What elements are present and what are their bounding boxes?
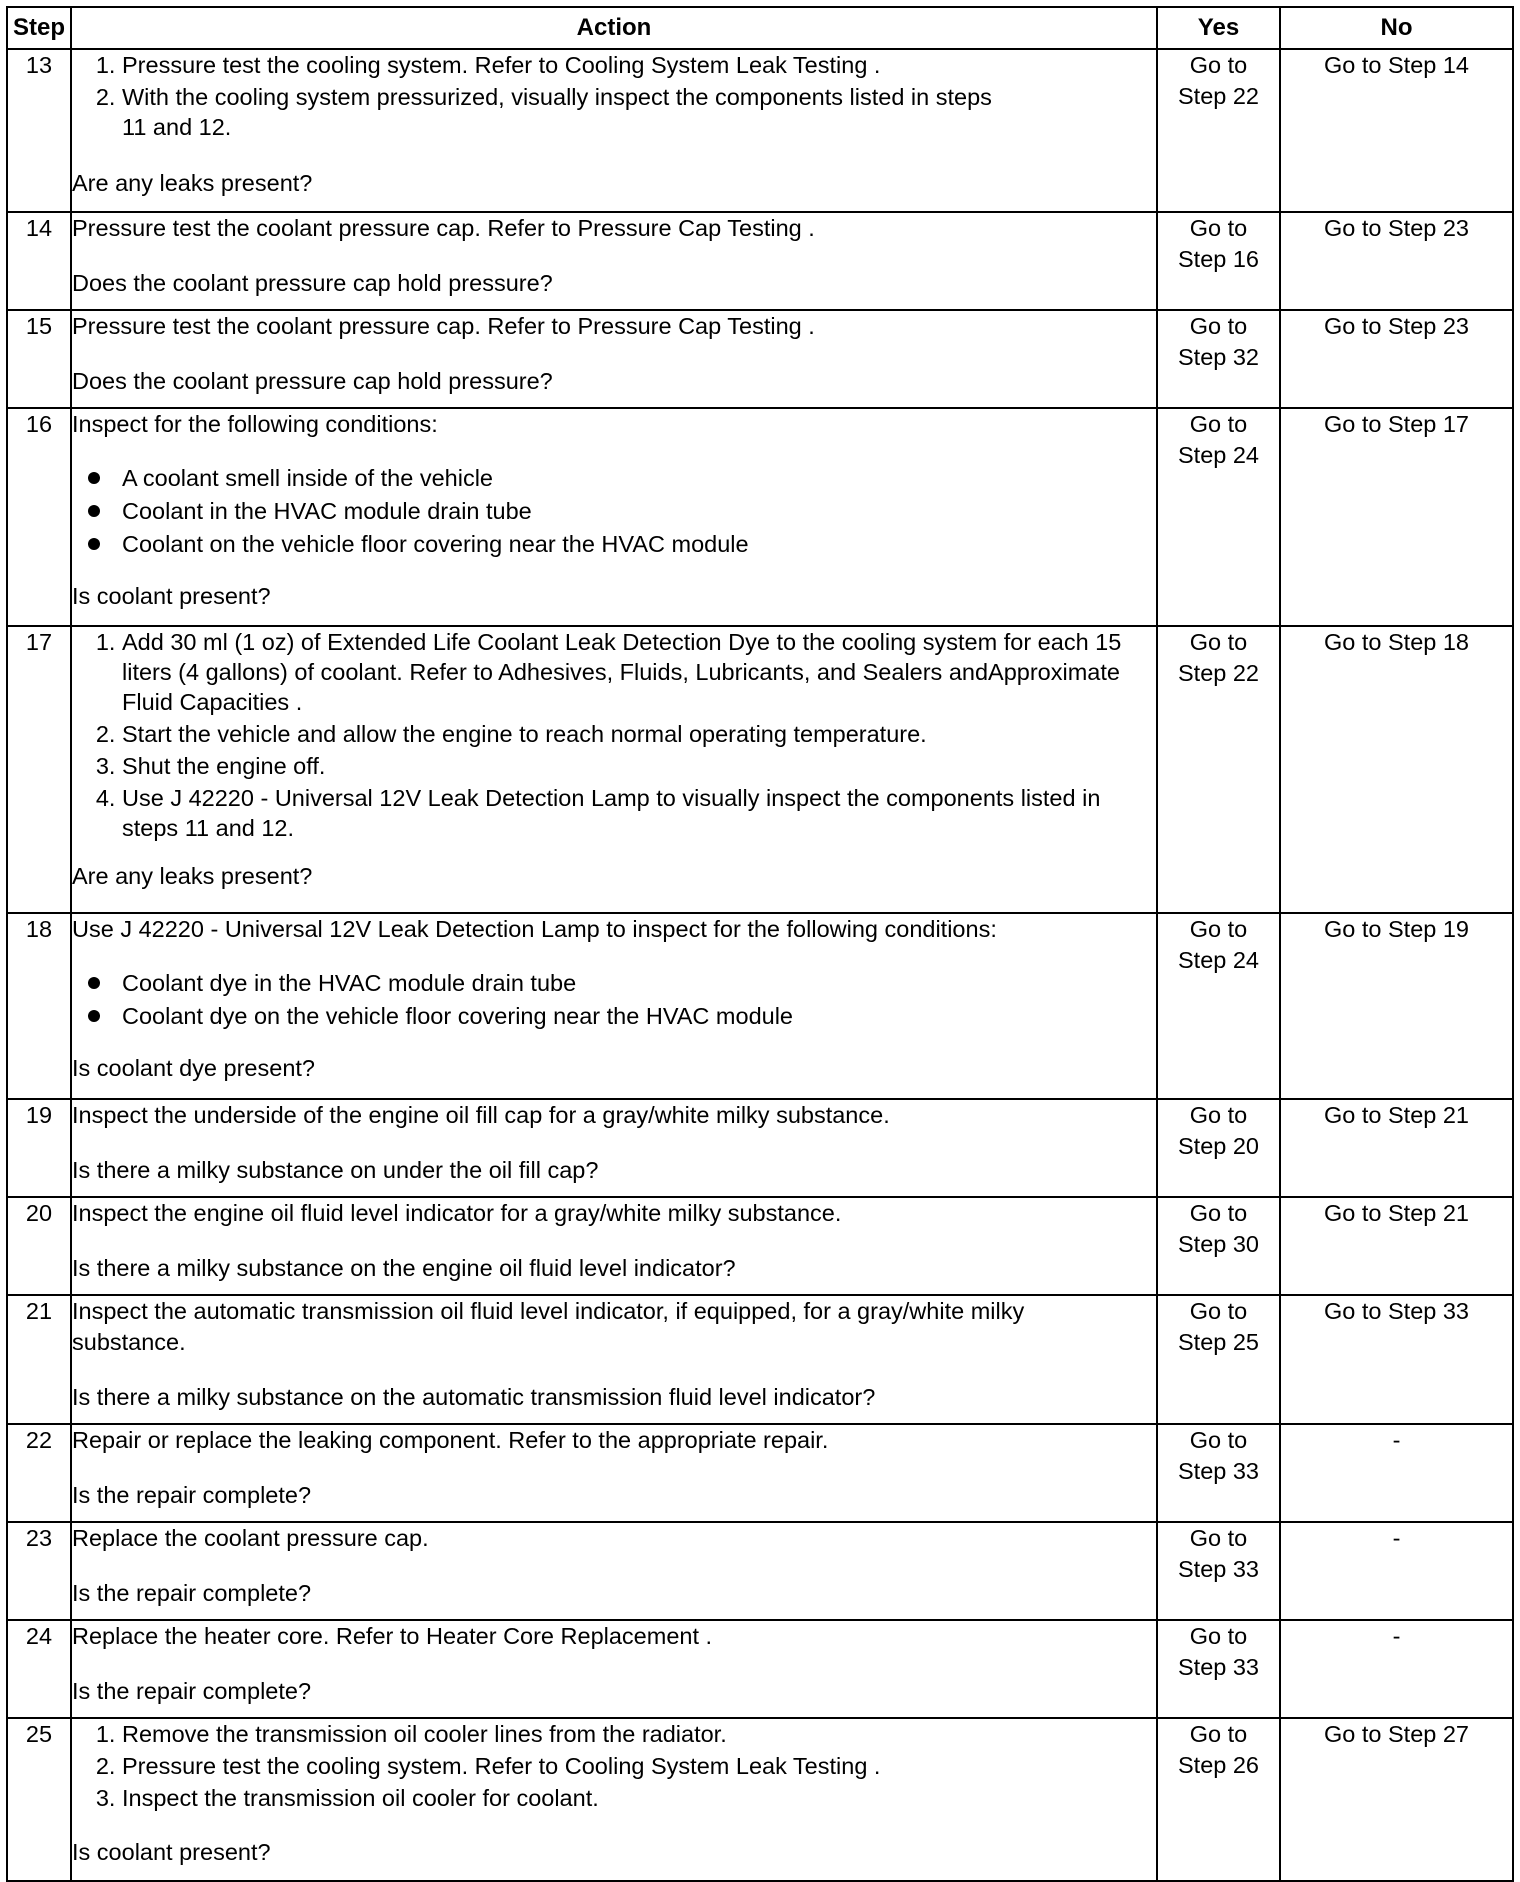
question: Does the coolant pressure cap hold pressure? bbox=[72, 270, 553, 296]
step-number: 20 bbox=[7, 1197, 71, 1295]
action-cell bbox=[71, 1424, 1157, 1522]
step-number: 16 bbox=[7, 408, 71, 626]
no-cell: Go to Step 18 bbox=[1280, 626, 1513, 913]
bullet-list bbox=[72, 462, 1156, 561]
action-cell bbox=[71, 913, 1157, 1099]
header-no: No bbox=[1280, 7, 1513, 49]
numbered-steps bbox=[72, 1719, 1156, 1813]
action-text: Use J 42220 - Universal 12V Leak Detection Lamp to inspect for the following conditions: bbox=[72, 916, 997, 942]
step-item: 2. Pressure test the cooling system. Refer to Cooling System Leak Testing . bbox=[122, 1751, 1156, 1781]
no-cell: Go to Step 27 bbox=[1280, 1718, 1513, 1881]
step-item: 1. Pressure test the cooling system. Refer to Cooling System Leak Testing . bbox=[122, 50, 1156, 80]
question: Are any leaks present? bbox=[72, 170, 313, 196]
step-item: 3. Inspect the transmission oil cooler for coolant. bbox=[122, 1783, 1156, 1813]
action-text: Pressure test the coolant pressure cap. Refer to Pressure Cap Testing . bbox=[72, 313, 815, 339]
action-cell bbox=[71, 626, 1157, 913]
yes-cell bbox=[1157, 1424, 1280, 1522]
table-row bbox=[7, 913, 1513, 1099]
no-cell: Go to Step 23 bbox=[1280, 212, 1513, 310]
yes-step-link: Step 32 bbox=[1177, 344, 1259, 370]
question: Does the coolant pressure cap hold pressure? bbox=[72, 368, 553, 394]
table-row bbox=[7, 626, 1513, 913]
bullet-item: Coolant in the HVAC module drain tube bbox=[88, 495, 1156, 528]
question: Is coolant present? bbox=[72, 583, 271, 609]
action-cell bbox=[71, 408, 1157, 626]
yes-cell bbox=[1157, 1295, 1280, 1424]
question: Is the repair complete? bbox=[72, 1678, 312, 1704]
step-number: 14 bbox=[7, 212, 71, 310]
step-item: 4. Use J 42220 - Universal 12V Leak Detection Lamp to visually inspect the components listed in steps 11 and 12. bbox=[122, 783, 1156, 843]
yes-cell bbox=[1157, 626, 1280, 913]
yes-goto-label: Go to bbox=[1189, 1200, 1248, 1226]
numbered-steps bbox=[72, 50, 1156, 142]
yes-step-link: Step 33 bbox=[1177, 1654, 1259, 1680]
yes-goto-label: Go to bbox=[1189, 1721, 1248, 1747]
no-cell: - bbox=[1280, 1424, 1513, 1522]
step-number: 22 bbox=[7, 1424, 71, 1522]
bullet-item: Coolant dye on the vehicle floor covering near the HVAC module bbox=[88, 1000, 1156, 1033]
bullet-item: A coolant smell inside of the vehicle bbox=[88, 462, 1156, 495]
yes-cell bbox=[1157, 310, 1280, 408]
step-item: 2. Start the vehicle and allow the engine to reach normal operating temperature. bbox=[122, 719, 1156, 749]
yes-cell bbox=[1157, 913, 1280, 1099]
table-row bbox=[7, 49, 1513, 212]
yes-step-link: Step 30 bbox=[1177, 1231, 1259, 1257]
table-row bbox=[7, 1424, 1513, 1522]
question: Is the repair complete? bbox=[72, 1580, 312, 1606]
action-cell bbox=[71, 49, 1157, 212]
action-cell bbox=[71, 1522, 1157, 1620]
no-cell: Go to Step 19 bbox=[1280, 913, 1513, 1099]
table-row bbox=[7, 310, 1513, 408]
action-text: Repair or replace the leaking component. Refer to the appropriate repair. bbox=[72, 1427, 829, 1453]
table-row bbox=[7, 1718, 1513, 1881]
yes-goto-label: Go to bbox=[1189, 411, 1248, 437]
yes-step-link: Step 24 bbox=[1177, 442, 1259, 468]
action-cell bbox=[71, 310, 1157, 408]
header-row bbox=[7, 7, 1513, 49]
step-number: 18 bbox=[7, 913, 71, 1099]
step-item: 2. With the cooling system pressurized, visually inspect the components listed in steps 11 and 12. bbox=[122, 82, 1156, 142]
yes-cell bbox=[1157, 1099, 1280, 1197]
step-number: 23 bbox=[7, 1522, 71, 1620]
step-item: 1. Remove the transmission oil cooler lines from the radiator. bbox=[122, 1719, 1156, 1749]
action-cell bbox=[71, 212, 1157, 310]
question: Is coolant dye present? bbox=[72, 1055, 315, 1081]
action-text: Pressure test the coolant pressure cap. Refer to Pressure Cap Testing . bbox=[72, 215, 815, 241]
no-cell: - bbox=[1280, 1522, 1513, 1620]
step-number: 19 bbox=[7, 1099, 71, 1197]
yes-step-link: Step 22 bbox=[1177, 660, 1259, 686]
yes-goto-label: Go to bbox=[1189, 1102, 1248, 1128]
no-cell: Go to Step 21 bbox=[1280, 1197, 1513, 1295]
table-row bbox=[7, 1620, 1513, 1718]
yes-cell bbox=[1157, 1620, 1280, 1718]
step-number: 21 bbox=[7, 1295, 71, 1424]
yes-cell bbox=[1157, 212, 1280, 310]
yes-step-link: Step 33 bbox=[1177, 1556, 1259, 1582]
action-text: Inspect the underside of the engine oil fill cap for a gray/white milky substance. bbox=[72, 1102, 890, 1128]
yes-step-link: Step 26 bbox=[1177, 1752, 1259, 1778]
bullet-list bbox=[72, 967, 1156, 1033]
header-action: Action bbox=[71, 7, 1157, 49]
header-yes: Yes bbox=[1157, 7, 1280, 49]
action-text: Replace the heater core. Refer to Heater Core Replacement . bbox=[72, 1623, 713, 1649]
action-text: Inspect the automatic transmission oil fluid level indicator, if equipped, for a gray/white milky substance. bbox=[72, 1298, 1025, 1355]
action-cell bbox=[71, 1718, 1157, 1881]
diagnostic-table bbox=[6, 6, 1514, 1882]
question: Is there a milky substance on under the oil fill cap? bbox=[72, 1157, 599, 1183]
question: Are any leaks present? bbox=[72, 863, 313, 889]
yes-goto-label: Go to bbox=[1189, 313, 1248, 339]
question: Is there a milky substance on the automatic transmission fluid level indicator? bbox=[72, 1384, 876, 1410]
no-cell: Go to Step 17 bbox=[1280, 408, 1513, 626]
action-text: Inspect the engine oil fluid level indicator for a gray/white milky substance. bbox=[72, 1200, 842, 1226]
yes-goto-label: Go to bbox=[1189, 1525, 1248, 1551]
no-cell: Go to Step 23 bbox=[1280, 310, 1513, 408]
no-cell: Go to Step 14 bbox=[1280, 49, 1513, 212]
yes-cell bbox=[1157, 1197, 1280, 1295]
yes-goto-label: Go to bbox=[1189, 1298, 1248, 1324]
bullet-item: Coolant on the vehicle floor covering near the HVAC module bbox=[88, 528, 1156, 561]
question: Is the repair complete? bbox=[72, 1482, 312, 1508]
yes-step-link: Step 22 bbox=[1177, 83, 1259, 109]
step-item: 3. Shut the engine off. bbox=[122, 751, 1156, 781]
no-cell: Go to Step 21 bbox=[1280, 1099, 1513, 1197]
step-number: 15 bbox=[7, 310, 71, 408]
question: Is coolant present? bbox=[72, 1839, 271, 1865]
yes-goto-label: Go to bbox=[1189, 1623, 1248, 1649]
step-number: 17 bbox=[7, 626, 71, 913]
yes-goto-label: Go to bbox=[1189, 916, 1248, 942]
step-number: 13 bbox=[7, 49, 71, 212]
yes-goto-label: Go to bbox=[1189, 1427, 1248, 1453]
yes-cell bbox=[1157, 408, 1280, 626]
header-step: Step bbox=[7, 7, 71, 49]
table-row bbox=[7, 1099, 1513, 1197]
bullet-item: Coolant dye in the HVAC module drain tube bbox=[88, 967, 1156, 1000]
no-cell: - bbox=[1280, 1620, 1513, 1718]
yes-cell bbox=[1157, 1522, 1280, 1620]
table-row bbox=[7, 1197, 1513, 1295]
action-text: Replace the coolant pressure cap. bbox=[72, 1525, 429, 1551]
step-number: 25 bbox=[7, 1718, 71, 1881]
step-number: 24 bbox=[7, 1620, 71, 1718]
yes-step-link: Step 16 bbox=[1177, 246, 1259, 272]
step-item: 1. Add 30 ml (1 oz) of Extended Life Coolant Leak Detection Dye to the cooling system for each 15 liters (4 gallons) of coolant. Refer to Adhesives, Fluids, Lubricants, and Sealers andApproximate Fluid Capacities . bbox=[122, 627, 1156, 717]
yes-step-link: Step 33 bbox=[1177, 1458, 1259, 1484]
yes-step-link: Step 25 bbox=[1177, 1329, 1259, 1355]
table-row bbox=[7, 408, 1513, 626]
action-cell bbox=[71, 1620, 1157, 1718]
action-cell bbox=[71, 1295, 1157, 1424]
yes-goto-label: Go to bbox=[1189, 629, 1248, 655]
table-body bbox=[7, 49, 1513, 1881]
yes-goto-label: Go to bbox=[1189, 215, 1248, 241]
numbered-steps bbox=[72, 627, 1156, 843]
diagnostic-table-container bbox=[6, 6, 1512, 1882]
action-cell bbox=[71, 1099, 1157, 1197]
yes-step-link: Step 24 bbox=[1177, 947, 1259, 973]
no-cell: Go to Step 33 bbox=[1280, 1295, 1513, 1424]
table-row bbox=[7, 1295, 1513, 1424]
yes-step-link: Step 20 bbox=[1177, 1133, 1259, 1159]
yes-cell bbox=[1157, 49, 1280, 212]
table-row bbox=[7, 212, 1513, 310]
action-text: Inspect for the following conditions: bbox=[72, 411, 438, 437]
yes-cell bbox=[1157, 1718, 1280, 1881]
table-row bbox=[7, 1522, 1513, 1620]
action-cell bbox=[71, 1197, 1157, 1295]
yes-goto-label: Go to bbox=[1189, 52, 1248, 78]
question: Is there a milky substance on the engine oil fluid level indicator? bbox=[72, 1255, 736, 1281]
